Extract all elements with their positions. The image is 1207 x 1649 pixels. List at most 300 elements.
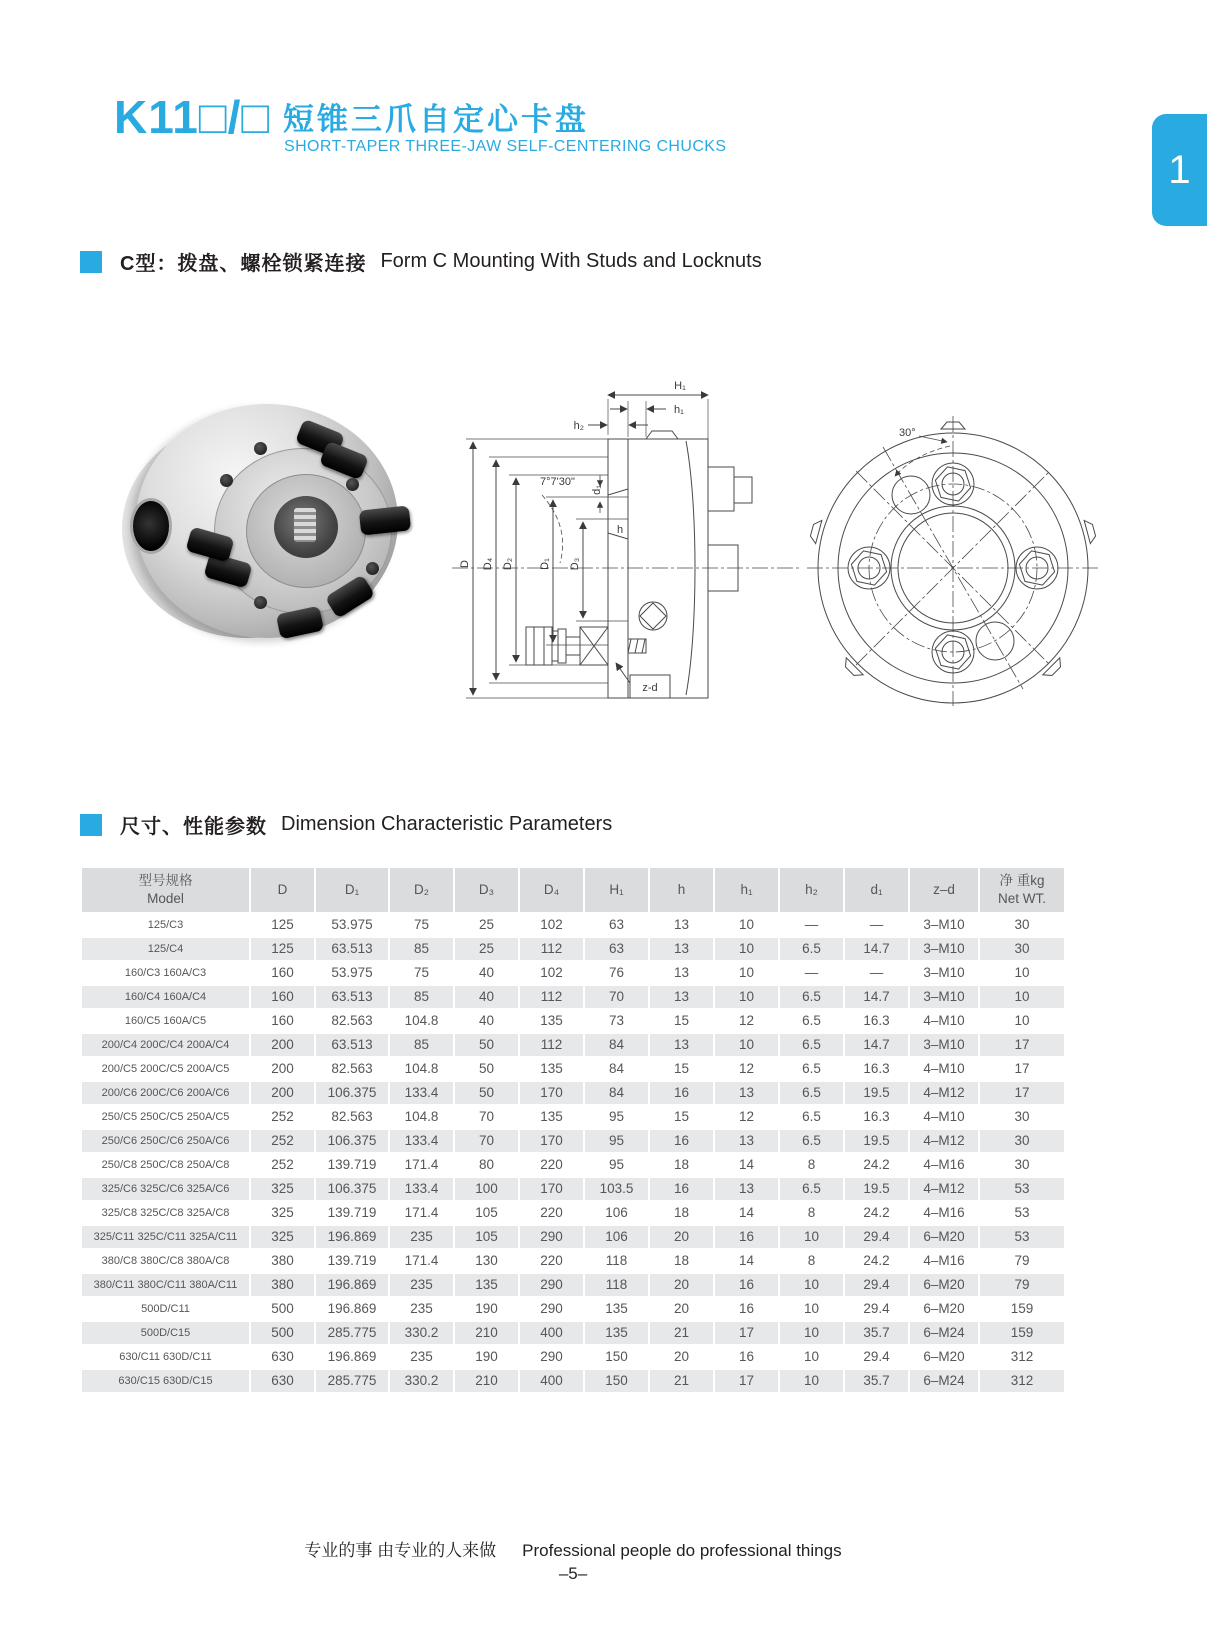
front-view-diagram (795, 382, 1125, 707)
screw-dot (254, 442, 267, 455)
value-cell: 290 (540, 1349, 563, 1364)
value-cell: 4–M10 (923, 1109, 965, 1124)
value-cell: 29.4 (863, 1349, 890, 1364)
value-cell: 200 (251, 1082, 314, 1104)
value-cell: 95 (585, 1130, 648, 1152)
value-cell: 290 (540, 1301, 563, 1316)
model-cell: 250/C6 250C/C6 250A/C6 (82, 1130, 249, 1152)
value-cell: 13 (715, 1130, 778, 1152)
model-cell: 630/C15 630D/C15 (82, 1370, 249, 1392)
value-cell: 160 (251, 986, 314, 1008)
value-cell: 13 (673, 917, 690, 932)
value-cell: 630 (271, 1349, 294, 1364)
model-cell: 200/C5 200C/C5 200A/C5 (101, 1063, 230, 1075)
value-cell: 10 (715, 1034, 778, 1056)
value-cell: 14 (738, 1205, 755, 1220)
value-cell: 95 (608, 1109, 625, 1124)
value-cell: 30 (980, 1130, 1064, 1152)
value-cell: 17 (980, 1082, 1064, 1104)
value-cell: 19.5 (845, 1082, 908, 1104)
value-cell: 135 (605, 1301, 628, 1316)
table-row (82, 1226, 1064, 1248)
value-cell: 53.975 (331, 965, 373, 980)
value-cell: 50 (478, 1061, 495, 1076)
value-cell: 40 (478, 1013, 495, 1028)
col-header-D3: D₃ (455, 868, 518, 912)
value-cell: 112 (520, 938, 583, 960)
value-cell: 20 (650, 1274, 713, 1296)
value-cell: 17 (715, 1322, 778, 1344)
value-cell: 102 (540, 965, 563, 980)
table-row (82, 1154, 1064, 1176)
value-cell: 196.869 (327, 1301, 377, 1316)
value-cell: 10 (715, 938, 778, 960)
value-cell: 15 (673, 1061, 690, 1076)
col-header-D: D (251, 868, 314, 912)
value-cell: 12 (738, 1109, 755, 1124)
value-cell: 312 (980, 1370, 1064, 1392)
model-cell: 325/C6 325C/C6 325A/C6 (82, 1178, 249, 1200)
value-cell: 103.5 (585, 1178, 648, 1200)
model-cell: 500D/C11 (141, 1303, 190, 1315)
section-mounting-zh: C型：拨盘、螺栓锁紧连接 (120, 253, 367, 275)
value-cell: — (869, 917, 884, 932)
value-cell: 139.719 (327, 1205, 377, 1220)
model-cell: 500D/C15 (82, 1322, 249, 1344)
section-heading-dimensions (80, 810, 612, 839)
value-cell: 19.5 (845, 1178, 908, 1200)
value-cell: 6.5 (780, 1130, 843, 1152)
value-cell: 104.8 (404, 1109, 439, 1124)
value-cell: 380 (271, 1253, 294, 1268)
cross-section-diagram (440, 345, 810, 710)
value-cell: 4–M16 (923, 1157, 965, 1172)
dim-label-D: D (459, 560, 471, 568)
value-cell: 95 (608, 1157, 625, 1172)
value-cell: 75 (413, 965, 430, 980)
value-cell: 171.4 (404, 1253, 439, 1268)
value-cell: 25 (455, 938, 518, 960)
table-row (82, 1106, 1064, 1128)
value-cell: 50 (455, 1034, 518, 1056)
value-cell: 17 (715, 1370, 778, 1392)
value-cell: 4–M16 (923, 1253, 965, 1268)
col-header-D2: D₂ (390, 868, 453, 912)
value-cell: 235 (390, 1226, 453, 1248)
value-cell: 6–M24 (910, 1370, 978, 1392)
value-cell: 35.7 (845, 1370, 908, 1392)
page-number: –5– (558, 1564, 588, 1583)
value-cell: 35.7 (845, 1322, 908, 1344)
col-header-h1: h₁ (715, 868, 778, 912)
model-cell: 325/C11 325C/C11 325A/C11 (82, 1226, 249, 1248)
section-bullet-icon (80, 814, 102, 836)
value-cell: 3–M10 (910, 938, 978, 960)
section-dims-zh: 尺寸、性能参数 (120, 816, 267, 838)
value-cell: 13 (650, 1034, 713, 1056)
value-cell: 13 (650, 938, 713, 960)
value-cell: 252 (271, 1157, 294, 1172)
value-cell: 400 (520, 1322, 583, 1344)
value-cell: 10 (803, 1349, 820, 1364)
value-cell: 18 (673, 1157, 690, 1172)
value-cell: 85 (390, 986, 453, 1008)
value-cell: 8 (807, 1205, 816, 1220)
value-cell: 400 (520, 1370, 583, 1392)
value-cell: 3–M10 (923, 965, 965, 980)
value-cell: 14.7 (845, 938, 908, 960)
value-cell: 10 (1014, 965, 1030, 980)
value-cell: 10 (980, 986, 1064, 1008)
col-header-model: 型号规格 Model (82, 868, 249, 912)
value-cell: 8 (807, 1157, 816, 1172)
value-cell: 24.2 (863, 1157, 890, 1172)
value-cell: 13 (715, 1178, 778, 1200)
value-cell: 15 (673, 1013, 690, 1028)
value-cell: 380 (251, 1274, 314, 1296)
value-cell: 70 (478, 1109, 495, 1124)
value-cell: 84 (585, 1034, 648, 1056)
value-cell: 20 (673, 1301, 690, 1316)
value-cell: 10 (780, 1274, 843, 1296)
value-cell: 79 (980, 1274, 1064, 1296)
value-cell: 112 (520, 1034, 583, 1056)
value-cell: 16 (715, 1226, 778, 1248)
value-cell: 6.5 (802, 1109, 821, 1124)
value-cell: 630 (251, 1370, 314, 1392)
value-cell: 30 (1014, 1157, 1030, 1172)
value-cell: 79 (1014, 1253, 1030, 1268)
dim-label-zd: z-d (642, 682, 658, 694)
value-cell: 20 (650, 1226, 713, 1248)
model-cell: 380/C8 380C/C8 380A/C8 (101, 1255, 230, 1267)
value-cell: 84 (585, 1082, 648, 1104)
dim-label-d1: d₁ (591, 485, 603, 495)
stud-bolt (359, 505, 411, 535)
value-cell: 150 (605, 1349, 628, 1364)
table-row (82, 962, 1064, 984)
value-cell: 14.7 (845, 986, 908, 1008)
value-cell: 16.3 (863, 1061, 890, 1076)
value-cell: 105 (455, 1226, 518, 1248)
model-cell: 125/C4 (82, 938, 249, 960)
value-cell: 4–M16 (923, 1205, 965, 1220)
dim-label-30deg: 30° (899, 427, 916, 439)
value-cell: 171.4 (404, 1205, 439, 1220)
value-cell: 252 (271, 1109, 294, 1124)
value-cell: 82.563 (331, 1013, 373, 1028)
value-cell: 6.5 (780, 986, 843, 1008)
value-cell: 82.563 (331, 1109, 373, 1124)
value-cell: 6.5 (802, 1061, 821, 1076)
value-cell: 40 (455, 986, 518, 1008)
value-cell: 75 (413, 917, 430, 932)
value-cell: 29.4 (845, 1226, 908, 1248)
value-cell: 20 (673, 1349, 690, 1364)
section-heading-mounting (80, 247, 762, 276)
value-cell: 210 (455, 1370, 518, 1392)
value-cell: 312 (1010, 1349, 1034, 1364)
value-cell: 190 (475, 1301, 498, 1316)
table-body (82, 914, 1064, 1392)
col-header-h2: h₂ (780, 868, 843, 912)
value-cell: 3–M10 (923, 917, 965, 932)
value-cell: 4–M10 (923, 1061, 965, 1076)
col-header-H1: H₁ (585, 868, 648, 912)
table-header-row (82, 868, 1064, 912)
value-cell: 150 (585, 1370, 648, 1392)
value-cell: 106 (585, 1226, 648, 1248)
value-cell: 6–M20 (910, 1274, 978, 1296)
value-cell: 10 (715, 986, 778, 1008)
table-row (82, 986, 1064, 1008)
value-cell: 139.719 (327, 1157, 377, 1172)
value-cell: 53 (980, 1178, 1064, 1200)
value-cell: 53 (980, 1226, 1064, 1248)
value-cell: 3–M10 (910, 986, 978, 1008)
value-cell: 6.5 (780, 1178, 843, 1200)
value-cell: 30 (1014, 917, 1030, 932)
value-cell: 10 (738, 965, 755, 980)
table-row (82, 1346, 1064, 1368)
dim-label-D1: D₁ (539, 558, 551, 570)
model-cell: 160/C5 160A/C5 (124, 1015, 207, 1027)
value-cell: 118 (605, 1253, 628, 1268)
value-cell: — (804, 965, 819, 980)
col-header-d1: d₁ (845, 868, 908, 912)
col-header-zd: z–d (910, 868, 978, 912)
value-cell: 102 (540, 917, 563, 932)
value-cell: 18 (673, 1253, 690, 1268)
value-cell: 14 (738, 1253, 755, 1268)
value-cell: 14 (738, 1157, 755, 1172)
value-cell: 330.2 (390, 1322, 453, 1344)
value-cell: 170 (520, 1082, 583, 1104)
value-cell: 76 (608, 965, 625, 980)
value-cell: 6.5 (780, 1082, 843, 1104)
value-cell: 196.869 (316, 1274, 388, 1296)
value-cell: 63.513 (316, 986, 388, 1008)
value-cell: 16 (650, 1130, 713, 1152)
value-cell: 106.375 (316, 1130, 388, 1152)
value-cell: 21 (650, 1322, 713, 1344)
value-cell: 159 (980, 1322, 1064, 1344)
value-cell: 235 (410, 1301, 433, 1316)
value-cell: 12 (738, 1013, 755, 1028)
dim-label-H1: H₁ (674, 380, 686, 392)
value-cell: 6.5 (780, 938, 843, 960)
table-row (82, 914, 1064, 936)
value-cell: 63.513 (316, 1034, 388, 1056)
value-cell: 85 (390, 1034, 453, 1056)
value-cell: 29.4 (845, 1274, 908, 1296)
value-cell: 330.2 (390, 1370, 453, 1392)
table-row (82, 1082, 1064, 1104)
value-cell: 80 (478, 1157, 495, 1172)
value-cell: 130 (475, 1253, 498, 1268)
value-cell: 133.4 (390, 1082, 453, 1104)
table-row (82, 1058, 1064, 1080)
value-cell: 104.8 (404, 1013, 439, 1028)
value-cell: 84 (608, 1061, 625, 1076)
model-cell: 160/C3 160A/C3 (124, 967, 207, 979)
value-cell: 16 (650, 1178, 713, 1200)
value-cell: 4–M12 (910, 1130, 978, 1152)
value-cell: 220 (540, 1205, 563, 1220)
value-cell: — (869, 965, 884, 980)
chuck-photo-screw (294, 508, 316, 542)
value-cell: 10 (780, 1370, 843, 1392)
value-cell: 12 (738, 1061, 755, 1076)
table-row (82, 1322, 1064, 1344)
dim-label-D4: D₄ (482, 557, 494, 571)
model-cell: 630/C11 630D/C11 (119, 1351, 212, 1363)
footer-slogan-en: Professional people do professional things (522, 1541, 842, 1560)
value-cell: 6–M20 (923, 1349, 965, 1364)
value-cell: 235 (410, 1349, 433, 1364)
value-cell: 135 (540, 1109, 563, 1124)
value-cell: 15 (673, 1109, 690, 1124)
value-cell: 125 (251, 938, 314, 960)
dim-label-D3: D₃ (569, 557, 581, 571)
value-cell: 16 (738, 1301, 755, 1316)
value-cell: 210 (455, 1322, 518, 1344)
value-cell: 40 (478, 965, 495, 980)
value-cell: 53 (1014, 1205, 1030, 1220)
value-cell: 6–M20 (910, 1226, 978, 1248)
value-cell: 10 (1014, 1013, 1030, 1028)
product-series-code: K11□/□ (114, 91, 271, 143)
value-cell: 10 (803, 1301, 820, 1316)
value-cell: 170 (520, 1178, 583, 1200)
section-bullet-icon (80, 251, 102, 273)
value-cell: 70 (585, 986, 648, 1008)
value-cell: 171.4 (404, 1157, 439, 1172)
value-cell: 133.4 (390, 1178, 453, 1200)
value-cell: 8 (807, 1253, 816, 1268)
value-cell: 13 (650, 986, 713, 1008)
value-cell: 30 (980, 938, 1064, 960)
value-cell: 500 (251, 1322, 314, 1344)
value-cell: 500 (271, 1301, 294, 1316)
value-cell: 325 (251, 1178, 314, 1200)
dim-label-h: h (617, 524, 624, 536)
table-row (82, 938, 1064, 960)
model-cell: 380/C11 380C/C11 380A/C11 (82, 1274, 249, 1296)
value-cell: 50 (455, 1082, 518, 1104)
value-cell: 6–M20 (923, 1301, 965, 1316)
value-cell: 17 (980, 1034, 1064, 1056)
footer-slogan (80, 1536, 1066, 1561)
screw-dot (254, 596, 267, 609)
value-cell: 10 (738, 917, 755, 932)
page-title-zh: 短锥三爪自定心卡盘 (283, 102, 589, 137)
table-row (82, 1034, 1064, 1056)
value-cell: 13 (673, 965, 690, 980)
value-cell: 235 (390, 1274, 453, 1296)
table-row (82, 1010, 1064, 1032)
model-cell: 325/C8 325C/C8 325A/C8 (101, 1207, 230, 1219)
value-cell: 220 (540, 1157, 563, 1172)
value-cell: 25 (478, 917, 495, 932)
value-cell: 30 (1014, 1109, 1030, 1124)
chapter-tab: 1 (1152, 114, 1207, 226)
value-cell: 24.2 (863, 1253, 890, 1268)
table-row (82, 1274, 1064, 1296)
table-row (82, 1250, 1064, 1272)
value-cell: 4–M12 (910, 1082, 978, 1104)
model-cell: 200/C6 200C/C6 200A/C6 (82, 1082, 249, 1104)
model-cell: 125/C3 (147, 919, 184, 931)
value-cell: 285.775 (316, 1322, 388, 1344)
value-cell: 14.7 (845, 1034, 908, 1056)
footer-slogan-zh: 专业的事 由专业的人来做 (304, 1541, 497, 1560)
value-cell: 16 (650, 1082, 713, 1104)
table-row (82, 1130, 1064, 1152)
value-cell: 10 (780, 1322, 843, 1344)
value-cell: 10 (780, 1226, 843, 1248)
value-cell: 13 (715, 1082, 778, 1104)
page-title-en: SHORT-TAPER THREE-JAW SELF-CENTERING CHUCKS (284, 138, 727, 155)
value-cell: 285.775 (316, 1370, 388, 1392)
col-header-h: h (650, 868, 713, 912)
screw-dot (346, 478, 359, 491)
value-cell: 118 (585, 1274, 648, 1296)
value-cell: 53.975 (331, 917, 373, 932)
value-cell: 159 (1010, 1301, 1034, 1316)
value-cell: 290 (520, 1226, 583, 1248)
value-cell: 133.4 (390, 1130, 453, 1152)
value-cell: 135 (455, 1274, 518, 1296)
dim-label-h2: h₂ (573, 420, 584, 432)
model-cell: 250/C5 250C/C5 250A/C5 (101, 1111, 230, 1123)
value-cell: 106.375 (316, 1082, 388, 1104)
value-cell: 70 (455, 1130, 518, 1152)
value-cell: 63.513 (316, 938, 388, 960)
value-cell: 17 (1014, 1061, 1030, 1076)
value-cell: 290 (520, 1274, 583, 1296)
value-cell: 18 (673, 1205, 690, 1220)
value-cell: 135 (540, 1061, 563, 1076)
value-cell: 139.719 (327, 1253, 377, 1268)
value-cell: 105 (475, 1205, 498, 1220)
value-cell: 3–M10 (910, 1034, 978, 1056)
chuck-photo-side-hole (130, 498, 172, 554)
value-cell: 24.2 (863, 1205, 890, 1220)
table-row (82, 1202, 1064, 1224)
value-cell: 160 (271, 1013, 294, 1028)
value-cell: 29.4 (863, 1301, 890, 1316)
value-cell: 106 (605, 1205, 628, 1220)
value-cell: 16.3 (863, 1013, 890, 1028)
col-header-weight: 净 重kg Net WT. (980, 868, 1064, 912)
chuck-photo (122, 386, 412, 652)
value-cell: 73 (608, 1013, 625, 1028)
value-cell: 63 (585, 938, 648, 960)
section-mounting-en: Form C Mounting With Studs and Locknuts (380, 250, 762, 272)
value-cell: 85 (390, 938, 453, 960)
col-header-D4: D₄ (520, 868, 583, 912)
value-cell: 6.5 (802, 1013, 821, 1028)
value-cell: 6–M24 (910, 1322, 978, 1344)
value-cell: 63 (608, 917, 625, 932)
value-cell: 135 (540, 1013, 563, 1028)
value-cell: 170 (520, 1130, 583, 1152)
value-cell: 125 (271, 917, 294, 932)
value-cell: — (804, 917, 819, 932)
value-cell: 6.5 (780, 1034, 843, 1056)
dim-label-taper-angle: 7°7'30" (540, 476, 575, 488)
